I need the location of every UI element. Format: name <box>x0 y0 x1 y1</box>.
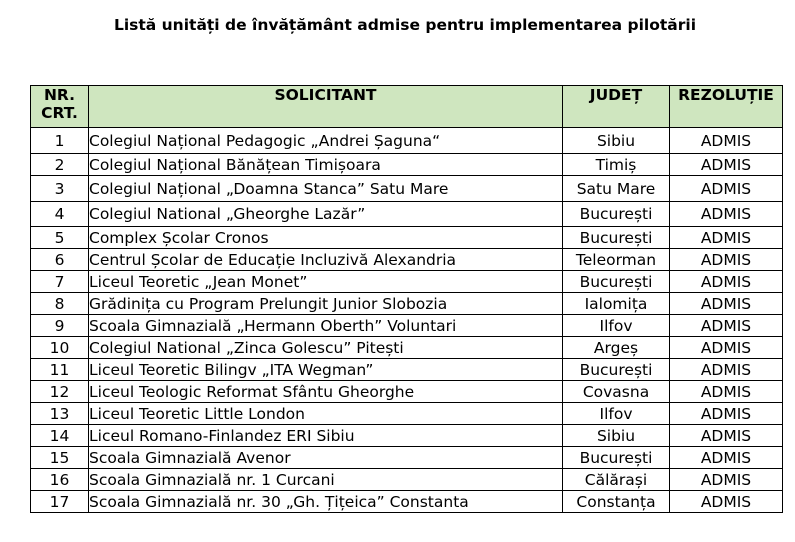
row-judet: Ilfov <box>563 315 670 337</box>
row-rezolutie: ADMIS <box>670 469 783 491</box>
admitted-units-table <box>30 85 783 513</box>
row-rezolutie: ADMIS <box>670 154 783 176</box>
table-row <box>31 403 783 425</box>
row-number: 13 <box>31 403 89 425</box>
row-rezolutie: ADMIS <box>670 425 783 447</box>
row-judet: Ialomița <box>563 293 670 315</box>
row-solicitant: Colegiul National „Gheorghe Lazăr” <box>89 202 563 227</box>
row-rezolutie: ADMIS <box>670 202 783 227</box>
row-judet: București <box>563 359 670 381</box>
row-solicitant: Liceul Teoretic „Jean Monet” <box>89 271 563 293</box>
row-judet: București <box>563 271 670 293</box>
row-judet: Argeș <box>563 337 670 359</box>
row-solicitant: Scoala Gimnazială nr. 1 Curcani <box>89 469 563 491</box>
row-solicitant: Scoala Gimnazială „Hermann Oberth” Voluntari <box>89 315 563 337</box>
row-rezolutie: ADMIS <box>670 176 783 202</box>
row-number: 9 <box>31 315 89 337</box>
row-solicitant: Complex Școlar Cronos <box>89 227 563 249</box>
row-number: 11 <box>31 359 89 381</box>
row-number: 10 <box>31 337 89 359</box>
row-number: 15 <box>31 447 89 469</box>
row-number: 3 <box>31 176 89 202</box>
table-row <box>31 447 783 469</box>
row-solicitant: Liceul Teoretic Bilingv „ITA Wegman” <box>89 359 563 381</box>
row-number: 14 <box>31 425 89 447</box>
table-row <box>31 337 783 359</box>
table-row <box>31 249 783 271</box>
row-solicitant: Liceul Teoretic Little London <box>89 403 563 425</box>
row-rezolutie: ADMIS <box>670 337 783 359</box>
row-solicitant: Colegiul Național „Doamna Stanca” Satu Mare <box>89 176 563 202</box>
table-row <box>31 491 783 513</box>
row-number: 5 <box>31 227 89 249</box>
row-rezolutie: ADMIS <box>670 403 783 425</box>
header-nr-crt <box>31 86 89 128</box>
row-judet: București <box>563 447 670 469</box>
header-rezolutie: REZOLUȚIE <box>670 86 783 128</box>
row-number: 6 <box>31 249 89 271</box>
row-solicitant: Centrul Școlar de Educație Incluzivă Alexandria <box>89 249 563 271</box>
row-judet: Covasna <box>563 381 670 403</box>
table-row <box>31 425 783 447</box>
row-judet: Călărași <box>563 469 670 491</box>
row-rezolutie: ADMIS <box>670 271 783 293</box>
table-row <box>31 176 783 202</box>
header-nr-line1: NR. <box>43 86 76 104</box>
row-number: 1 <box>31 128 89 154</box>
table-row <box>31 202 783 227</box>
row-judet: Constanța <box>563 491 670 513</box>
table-row <box>31 128 783 154</box>
row-solicitant: Scoala Gimnazială nr. 30 „Gh. Țițeica” Constanta <box>89 491 563 513</box>
row-judet: Sibiu <box>563 128 670 154</box>
row-rezolutie: ADMIS <box>670 227 783 249</box>
table-row <box>31 293 783 315</box>
row-solicitant: Colegiul Național Bănățean Timișoara <box>89 154 563 176</box>
row-number: 7 <box>31 271 89 293</box>
row-rezolutie: ADMIS <box>670 381 783 403</box>
table-row <box>31 381 783 403</box>
row-rezolutie: ADMIS <box>670 249 783 271</box>
row-number: 12 <box>31 381 89 403</box>
row-number: 4 <box>31 202 89 227</box>
row-judet: Sibiu <box>563 425 670 447</box>
table-row <box>31 469 783 491</box>
row-rezolutie: ADMIS <box>670 315 783 337</box>
header-judet: JUDEȚ <box>563 86 670 128</box>
table-row <box>31 315 783 337</box>
header-nr-line2: CRT. <box>41 104 78 122</box>
row-solicitant: Colegiul Național Pedagogic „Andrei Șaguna“ <box>89 128 563 154</box>
row-solicitant: Liceul Teologic Reformat Sfântu Gheorghe <box>89 381 563 403</box>
table-row <box>31 271 783 293</box>
row-rezolutie: ADMIS <box>670 447 783 469</box>
row-rezolutie: ADMIS <box>670 128 783 154</box>
document-title: Listă unități de învățământ admise pentru implementarea pilotării <box>113 16 697 34</box>
row-rezolutie: ADMIS <box>670 293 783 315</box>
row-judet: Teleorman <box>563 249 670 271</box>
row-number: 17 <box>31 491 89 513</box>
row-rezolutie: ADMIS <box>670 491 783 513</box>
table-row <box>31 154 783 176</box>
row-judet: Timiș <box>563 154 670 176</box>
header-solicitant: SOLICITANT <box>89 86 563 128</box>
table-row <box>31 359 783 381</box>
row-number: 8 <box>31 293 89 315</box>
row-solicitant: Liceul Romano-Finlandez ERI Sibiu <box>89 425 563 447</box>
row-judet: București <box>563 202 670 227</box>
row-solicitant: Scoala Gimnazială Avenor <box>89 447 563 469</box>
table-header-row <box>31 86 783 128</box>
row-number: 2 <box>31 154 89 176</box>
row-solicitant: Grădinița cu Program Prelungit Junior Slobozia <box>89 293 563 315</box>
row-rezolutie: ADMIS <box>670 359 783 381</box>
row-judet: București <box>563 227 670 249</box>
table-row <box>31 227 783 249</box>
row-judet: Satu Mare <box>563 176 670 202</box>
row-number: 16 <box>31 469 89 491</box>
row-solicitant: Colegiul National „Zinca Golescu” Pitești <box>89 337 563 359</box>
row-judet: Ilfov <box>563 403 670 425</box>
